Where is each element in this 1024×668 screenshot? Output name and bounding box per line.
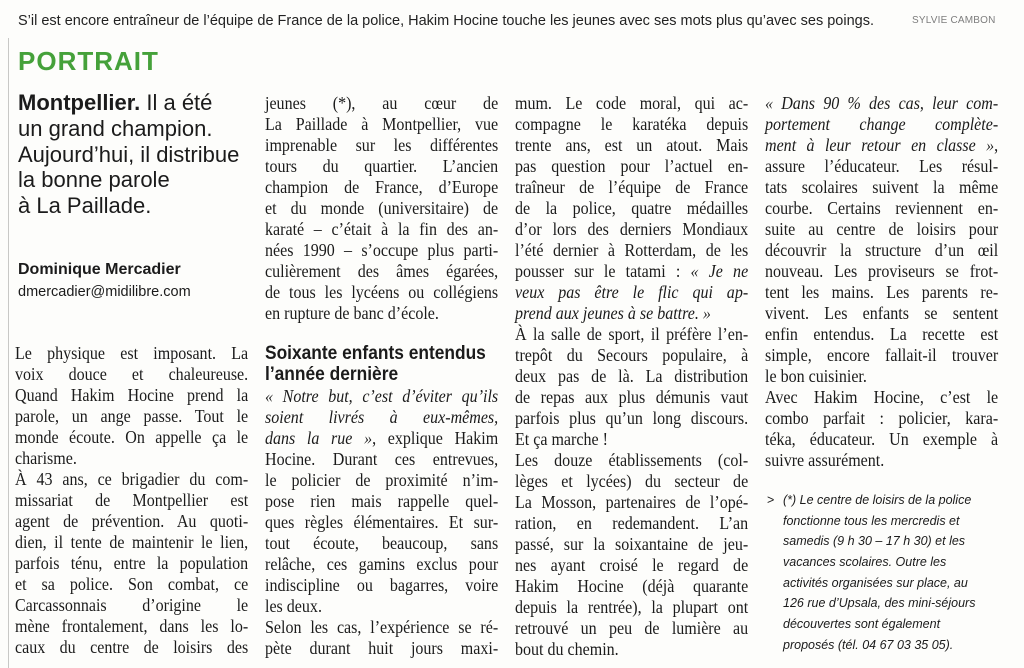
bold-run: Montpellier. (18, 90, 141, 115)
footnote-line: fonctionne tous les mercredis et (783, 513, 960, 528)
italic-run: veux pas être le flic qui ap- (515, 281, 749, 302)
body-line: lèges et lycées) du secteur de (515, 470, 749, 491)
footnote-line: (*) Le centre de loisirs de la police (783, 493, 972, 507)
body-line: découvrir la structure d’un œil (765, 239, 999, 260)
body-line (515, 303, 748, 324)
body-line: mum. Le code moral, qui ac- (515, 92, 749, 113)
text-column-3 (515, 93, 748, 660)
body-line (765, 135, 998, 156)
body-line: dien, il tente de maintenir le lien, (15, 531, 249, 552)
body-line: courbe. Certains reviennent en- (765, 197, 999, 218)
subheading-line: Soixante enfants entendus (265, 341, 486, 364)
body-line (765, 93, 998, 114)
body-line (515, 282, 748, 303)
body-line: À la salle de sport, il préfère l’en- (515, 323, 749, 344)
body-line: enfin entendus. La recette est (765, 323, 999, 344)
body-line: caux du centre de loisirs des (15, 636, 249, 657)
body-line: de tous les lycéens ou collégiens (265, 281, 499, 302)
lead-line: Aujourd’hui, il distribue (18, 141, 240, 167)
body-line: jeunes (*), au cœur de (265, 92, 499, 113)
body-line: simple, encore fallait-il trouver (765, 344, 999, 365)
body-line: nouveau. Les proviseurs se frot- (765, 260, 999, 281)
body-line: karaté – c’était à la fin des an- (265, 218, 499, 239)
paragraph (265, 386, 498, 617)
body-line: traîneur de l’équipe de France (515, 176, 749, 197)
text-column-4 (765, 93, 998, 471)
text-column-2 (265, 93, 498, 659)
body-line: Hakim Hocine (déjà quarante (515, 575, 749, 596)
subheading (265, 343, 498, 385)
italic-run: « Je ne (690, 260, 749, 281)
body-line: La Mosson, partenaires de l’opé- (515, 491, 749, 512)
italic-run: dans la rue » (265, 427, 373, 448)
left-page-rule (8, 38, 9, 668)
paragraph (265, 617, 498, 659)
italic-run: prend aux jeunes à se battre. » (515, 302, 711, 323)
body-line: assure l’éducateur. Les résul- (765, 155, 999, 176)
body-line: en rupture de banc d’école. (265, 302, 439, 323)
text-run: Il a été (140, 90, 213, 115)
body-line: Et ça marche ! (515, 428, 608, 449)
body-line: La Paillade à Montpellier, vue (265, 113, 499, 134)
body-line: tout écoute, beaucoup, sans (265, 532, 499, 553)
footnote-line: proposés (tél. 04 67 03 35 05). (783, 637, 954, 652)
body-line: monde écoute. On appelle ça le (15, 426, 249, 447)
text-run: pousser sur le tatami : (515, 260, 691, 281)
body-line: trepôt du Secours populaire, à (515, 344, 749, 365)
body-line: tent les mains. Les parents re- (765, 281, 999, 302)
body-line: indiscipline ou bagarres, voire (265, 574, 499, 595)
body-line: Carcassonnais d’origine le (15, 594, 249, 615)
italic-run: portement change complète- (765, 113, 999, 134)
body-line: vivent. Les enfants se sentent (765, 302, 999, 323)
body-line: agent de prévention. Au quoti- (15, 510, 249, 531)
footnote-arrow-icon: > (767, 493, 775, 507)
body-line: ration, en redemandent. L’an (515, 512, 749, 533)
body-line (765, 114, 998, 135)
body-line: suivre assurément. (765, 449, 885, 470)
paragraph (265, 93, 498, 324)
body-line: parfois ténu, entre la population (15, 552, 249, 573)
footnote (767, 490, 999, 660)
paragraph (15, 469, 248, 658)
body-line (265, 407, 498, 428)
body-line: depuis la rentrée), la plupart ont (515, 596, 749, 617)
body-line: imprenable sur les différentes (265, 134, 499, 155)
body-line: téka, éducateur. Un exemple à (765, 428, 999, 449)
body-line: voix douce et chaleureuse. (15, 363, 249, 384)
body-line: et du monde (universitaire) de (265, 197, 499, 218)
italic-run: ment à leur retour en classe » (765, 134, 995, 155)
body-line: Selon les cas, l’expérience se ré- (265, 616, 499, 637)
italic-run: « Notre but, c’est d’éviter qu’ils (265, 385, 499, 406)
paragraph (765, 93, 998, 387)
lead-line: un grand champion. (18, 115, 213, 141)
paragraph (515, 93, 748, 324)
body-line: deux pas de là. La distribution (515, 365, 749, 386)
footnote-line: samedis (9 h 30 – 17 h 30) et les (783, 534, 966, 549)
body-line: Avec Hakim Hocine, c’est le (765, 386, 999, 407)
body-line: pose rien mais rappelle quel- (265, 490, 499, 511)
body-line: bout du chemin. (515, 638, 619, 659)
body-line: missariat de Montpellier est (15, 489, 249, 510)
lead-paragraph (18, 90, 254, 219)
body-line (515, 261, 748, 282)
body-line: ques règles élémentaires. Et sur- (265, 511, 499, 532)
subheading-line: l’année dernière (265, 362, 399, 385)
lead-line (18, 90, 254, 116)
body-line: À 43 ans, ce brigadier du com- (15, 468, 249, 489)
body-line: de la police, quatre médailles (515, 197, 749, 218)
photo-credit: SYLVIE CAMBON (912, 15, 996, 26)
text-column-1 (15, 343, 248, 658)
body-line: passé, sur la soixantaine de jeu- (515, 533, 749, 554)
body-line: champion de France, d’Europe (265, 176, 499, 197)
body-line: Les douze établissements (col- (515, 449, 749, 470)
author-email: dmercadier@midilibre.com (18, 284, 191, 300)
text-run: , (994, 134, 999, 155)
body-line: compagne le karatéka depuis (515, 113, 749, 134)
body-line: mène frontalement, dans les lo- (15, 615, 249, 636)
body-line: relâche, ces gamins exclus pour (265, 553, 499, 574)
body-line: nées 1990 – s’occupe plus parti- (265, 239, 499, 260)
italic-run: « Dans 90 % des cas, leur com- (765, 92, 999, 113)
byline (18, 259, 250, 303)
footnote-line: découvertes sont également (783, 617, 941, 632)
paragraph (15, 343, 248, 469)
author-name: Dominique Mercadier (18, 261, 181, 278)
body-line: tats scolaires suivent la même (765, 176, 999, 197)
paragraph (765, 387, 998, 471)
body-line: le policier de proximité n’im- (265, 469, 499, 490)
body-line: et sa police. Son combat, ce (15, 573, 249, 594)
body-line: le bon cuisinier. (765, 365, 867, 386)
body-line: trente ans, est un atout. Mais (515, 134, 749, 155)
body-line: retrouvé un peu de lumière au (515, 617, 749, 638)
body-line: les deux. (265, 595, 322, 616)
body-line: Hocine. Durant ces entrevues, (265, 448, 499, 469)
body-line: l’été dernier à Rotterdam, de les (515, 239, 749, 260)
body-line: Quand Hakim Hocine prend la (15, 384, 249, 405)
body-line: suite au centre de loisirs pour (765, 218, 999, 239)
text-run: , explique Hakim (372, 427, 499, 448)
lead-line: la bonne parole (18, 167, 170, 193)
body-line: Le physique est imposant. La (15, 342, 249, 363)
body-line: tours du quartier. L’ancien (265, 155, 499, 176)
body-line: charisme. (15, 447, 77, 468)
footnote-line: vacances scolaires. Outre les (783, 555, 947, 570)
body-line: d’or lors des derniers Mondiaux (515, 218, 749, 239)
body-line: parole, un ange passe. Tout le (15, 405, 249, 426)
lead-line: à La Paillade. (18, 193, 152, 218)
footnote-line: 126 rue d’Upsala, des mini-séjours (783, 596, 976, 611)
paragraph (515, 324, 748, 450)
body-line (265, 428, 498, 449)
footnote-line: activités organisées sur place, au (783, 575, 968, 590)
body-line: parfois plus qu’un long discours. (515, 407, 749, 428)
body-line: pas question pour l’actuel en- (515, 155, 749, 176)
paragraph (515, 450, 748, 660)
footnote-text (783, 490, 991, 656)
body-line: de repas aux plus démunis vaut (515, 386, 749, 407)
body-line: nes ayant croisé le regard de (515, 554, 749, 575)
section-label: PORTRAIT (18, 46, 159, 76)
body-line: culièrement des âmes égarées, (265, 260, 499, 281)
caption-text: S’il est encore entraîneur de l’équipe de France de la police, Hakim Hocine touche les jeunes avec ses mots plus qu’avec ses poings. (18, 13, 874, 29)
body-line: combo parfait : policier, kara- (765, 407, 999, 428)
italic-run: soient livrés à eux-mêmes, (265, 406, 499, 427)
body-line: pète durant huit jours maxi- (265, 637, 499, 658)
body-line (265, 386, 498, 407)
